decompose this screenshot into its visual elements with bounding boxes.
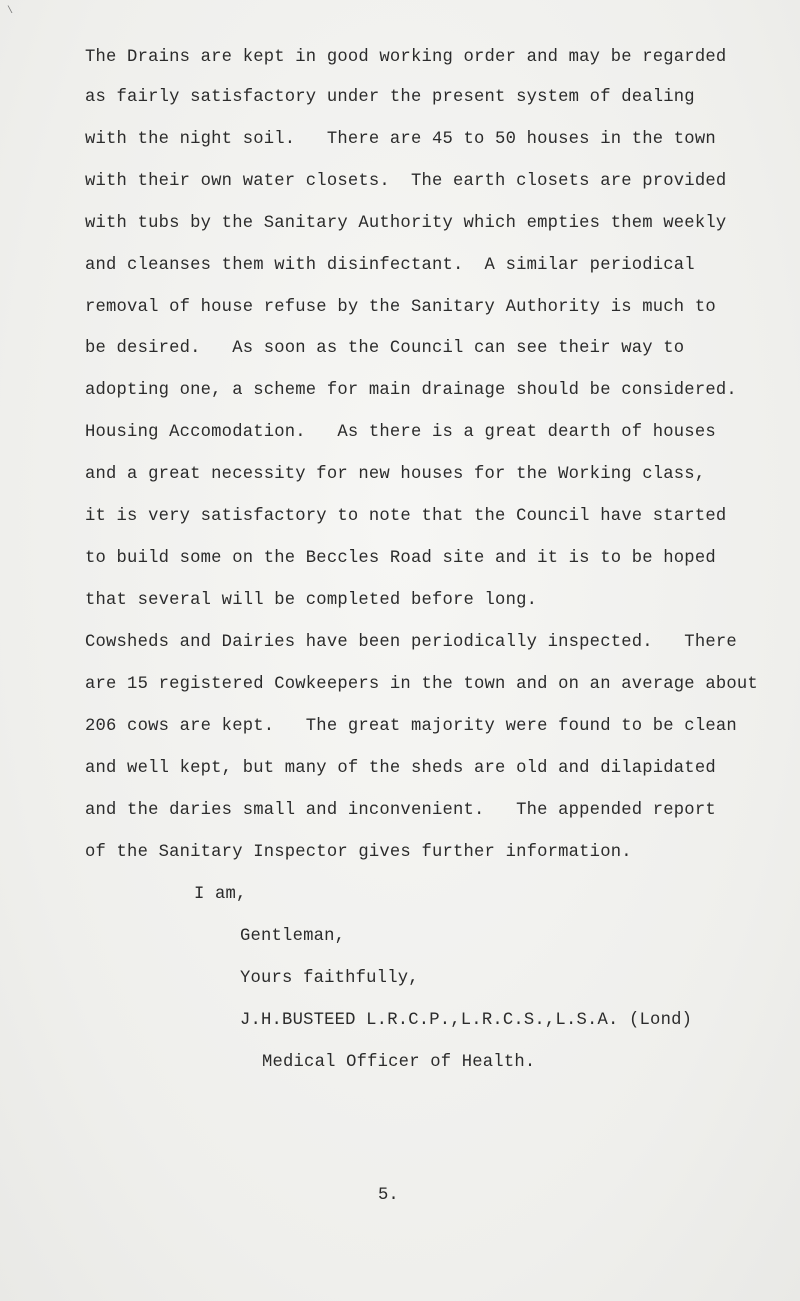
text-line: 206 cows are kept. The great majority were found to be clean — [85, 717, 737, 736]
text-line: and well kept, but many of the sheds are old and dilapidated — [85, 759, 716, 778]
text-line: as fairly satisfactory under the present system of dealing — [85, 88, 695, 107]
corner-mark: \ — [7, 6, 14, 17]
signature-name: J.H.BUSTEED L.R.C.P.,L.R.C.S.,L.S.A. (Lond) — [240, 1011, 693, 1030]
text-line: to build some on the Beccles Road site and it is to be hoped — [85, 549, 716, 568]
section-heading-housing: Housing Accomodation. As there is a great dearth of houses — [85, 423, 716, 442]
text-line: with the night soil. There are 45 to 50 houses in the town — [85, 130, 716, 149]
text-line: and a great necessity for new houses for the Working class, — [85, 465, 706, 484]
text-line: that several will be completed before long. — [85, 591, 538, 610]
text-line: it is very satisfactory to note that the Council have started — [85, 507, 727, 526]
text-line: and the daries small and inconvenient. The appended report — [85, 801, 716, 820]
text-line: are 15 registered Cowkeepers in the town and on an average about — [85, 675, 758, 694]
text-line: with their own water closets. The earth closets are provided — [85, 172, 727, 191]
text-line: with tubs by the Sanitary Authority which empties them weekly — [85, 214, 727, 233]
text-line: and cleanses them with disinfectant. A similar periodical — [85, 256, 695, 275]
text-line: The Drains are kept in good working order and may be regarded — [85, 48, 727, 67]
page-number: 5. — [378, 1186, 399, 1205]
text-line: adopting one, a scheme for main drainage should be considered. — [85, 381, 737, 400]
closing-salutation: I am, — [194, 885, 247, 904]
signature-title: Medical Officer of Health. — [262, 1053, 536, 1072]
text-line: be desired. As soon as the Council can see their way to — [85, 339, 685, 358]
closing-valediction: Yours faithfully, — [240, 969, 419, 988]
text-line: of the Sanitary Inspector gives further information. — [85, 843, 632, 862]
section-heading-cowsheds: Cowsheds and Dairies have been periodically inspected. There — [85, 633, 737, 652]
text-line: removal of house refuse by the Sanitary Authority is much to — [85, 298, 716, 317]
closing-address: Gentleman, — [240, 927, 346, 946]
